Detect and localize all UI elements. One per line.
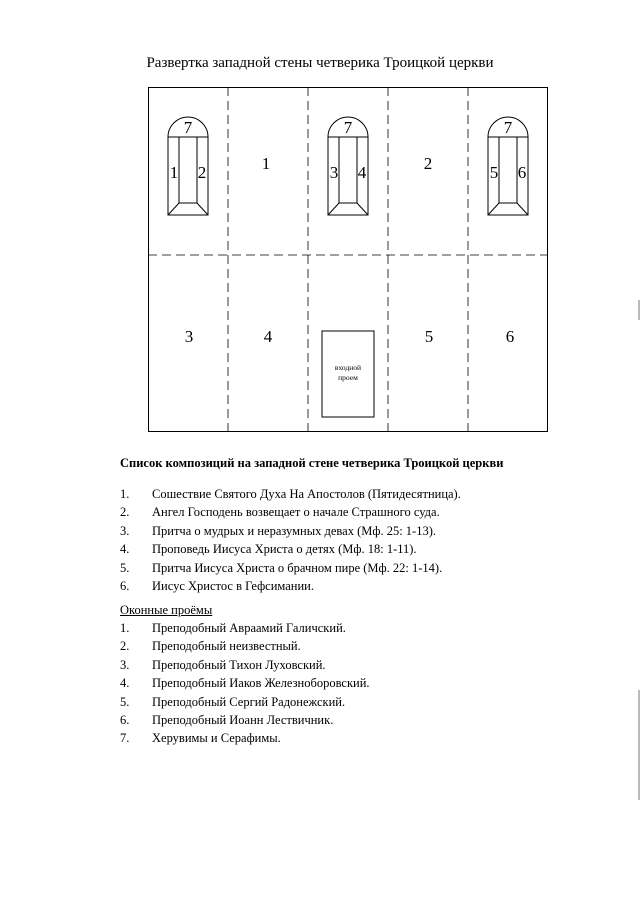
item-text: Преподобный Иаков Железноборовский. bbox=[152, 676, 370, 691]
item-text: Притча о мудрых и неразумных девах (Мф. 25: 1-13). bbox=[152, 523, 436, 538]
item-number: 5. bbox=[120, 694, 130, 709]
item-number: 1. bbox=[120, 621, 130, 635]
compositions-heading: Список композиций на западной стене четверика Троицкой церкви bbox=[120, 456, 504, 470]
window-1-left-label: 1 bbox=[169, 163, 179, 182]
item-text: Преподобный Авраамий Галичский. bbox=[152, 621, 346, 635]
panel-number: 4 bbox=[263, 327, 273, 346]
item-text: Преподобный Иоанн Лествичник. bbox=[152, 712, 334, 727]
door-label-line-1: входной bbox=[334, 363, 362, 372]
item-text: Преподобный Сергий Радонежский. bbox=[152, 694, 346, 709]
list-item bbox=[120, 619, 370, 637]
list-item bbox=[120, 485, 461, 503]
item-text: Иисус Христос в Гефсимании. bbox=[152, 578, 314, 593]
panel-number: 6 bbox=[505, 327, 515, 346]
window-3-left-label: 5 bbox=[489, 163, 499, 182]
list-item bbox=[120, 729, 370, 747]
panel-number: 1 bbox=[261, 154, 271, 173]
panel-number: 5 bbox=[424, 327, 434, 346]
window-1-right-label: 2 bbox=[197, 163, 207, 182]
item-number: 6. bbox=[120, 578, 130, 593]
window-3-top-label: 7 bbox=[503, 118, 513, 137]
compositions-list bbox=[120, 485, 461, 595]
item-number: 2. bbox=[120, 505, 130, 520]
wall-diagram bbox=[148, 87, 548, 432]
list-item bbox=[120, 637, 370, 655]
list-item bbox=[120, 540, 461, 558]
window-2-top-label: 7 bbox=[343, 118, 353, 137]
window-opening-1 bbox=[168, 117, 208, 215]
item-number: 4. bbox=[120, 676, 130, 691]
list-item bbox=[120, 577, 461, 595]
window-opening-3 bbox=[488, 117, 528, 215]
item-text: Сошествие Святого Духа На Апостолов (Пятидесятница). bbox=[152, 487, 461, 501]
item-number: 3. bbox=[120, 523, 130, 538]
item-number: 6. bbox=[120, 712, 130, 727]
item-text: Херувимы и Серафимы. bbox=[152, 731, 281, 746]
window-3-right-label: 6 bbox=[517, 163, 527, 182]
item-text: Проповедь Иисуса Христа о детях (Мф. 18: 1-11). bbox=[152, 542, 417, 557]
list-item bbox=[120, 711, 370, 729]
item-number: 3. bbox=[120, 657, 130, 672]
door-label-line-2: проем bbox=[338, 373, 358, 382]
window-2-right-label: 4 bbox=[357, 163, 367, 182]
list-item bbox=[120, 674, 370, 692]
panel-number: 3 bbox=[184, 327, 194, 346]
item-text: Преподобный неизвестный. bbox=[152, 639, 301, 654]
windows-list bbox=[120, 619, 370, 748]
entrance-door bbox=[322, 331, 374, 417]
list-item bbox=[120, 693, 370, 711]
list-item bbox=[120, 522, 461, 540]
list-item bbox=[120, 503, 461, 521]
item-text: Ангел Господень возвещает о начале Страшного суда. bbox=[152, 505, 440, 520]
panel-number: 2 bbox=[423, 154, 433, 173]
list-item bbox=[120, 559, 461, 577]
window-opening-2 bbox=[328, 117, 368, 215]
item-number: 4. bbox=[120, 542, 130, 557]
item-text: Преподобный Тихон Луховский. bbox=[152, 657, 326, 672]
item-number: 1. bbox=[120, 487, 130, 501]
window-1-top-label: 7 bbox=[183, 118, 193, 137]
item-number: 2. bbox=[120, 639, 130, 654]
windows-heading: Оконные проёмы bbox=[120, 603, 213, 617]
page-title: Развертка западной стены четверика Троицкой церкви bbox=[146, 55, 494, 71]
list-item bbox=[120, 656, 370, 674]
item-text: Притча Иисуса Христа о брачном пире (Мф. 22: 1-14). bbox=[152, 560, 443, 575]
item-number: 5. bbox=[120, 560, 130, 575]
item-number: 7. bbox=[120, 731, 130, 746]
window-2-left-label: 3 bbox=[329, 163, 339, 182]
